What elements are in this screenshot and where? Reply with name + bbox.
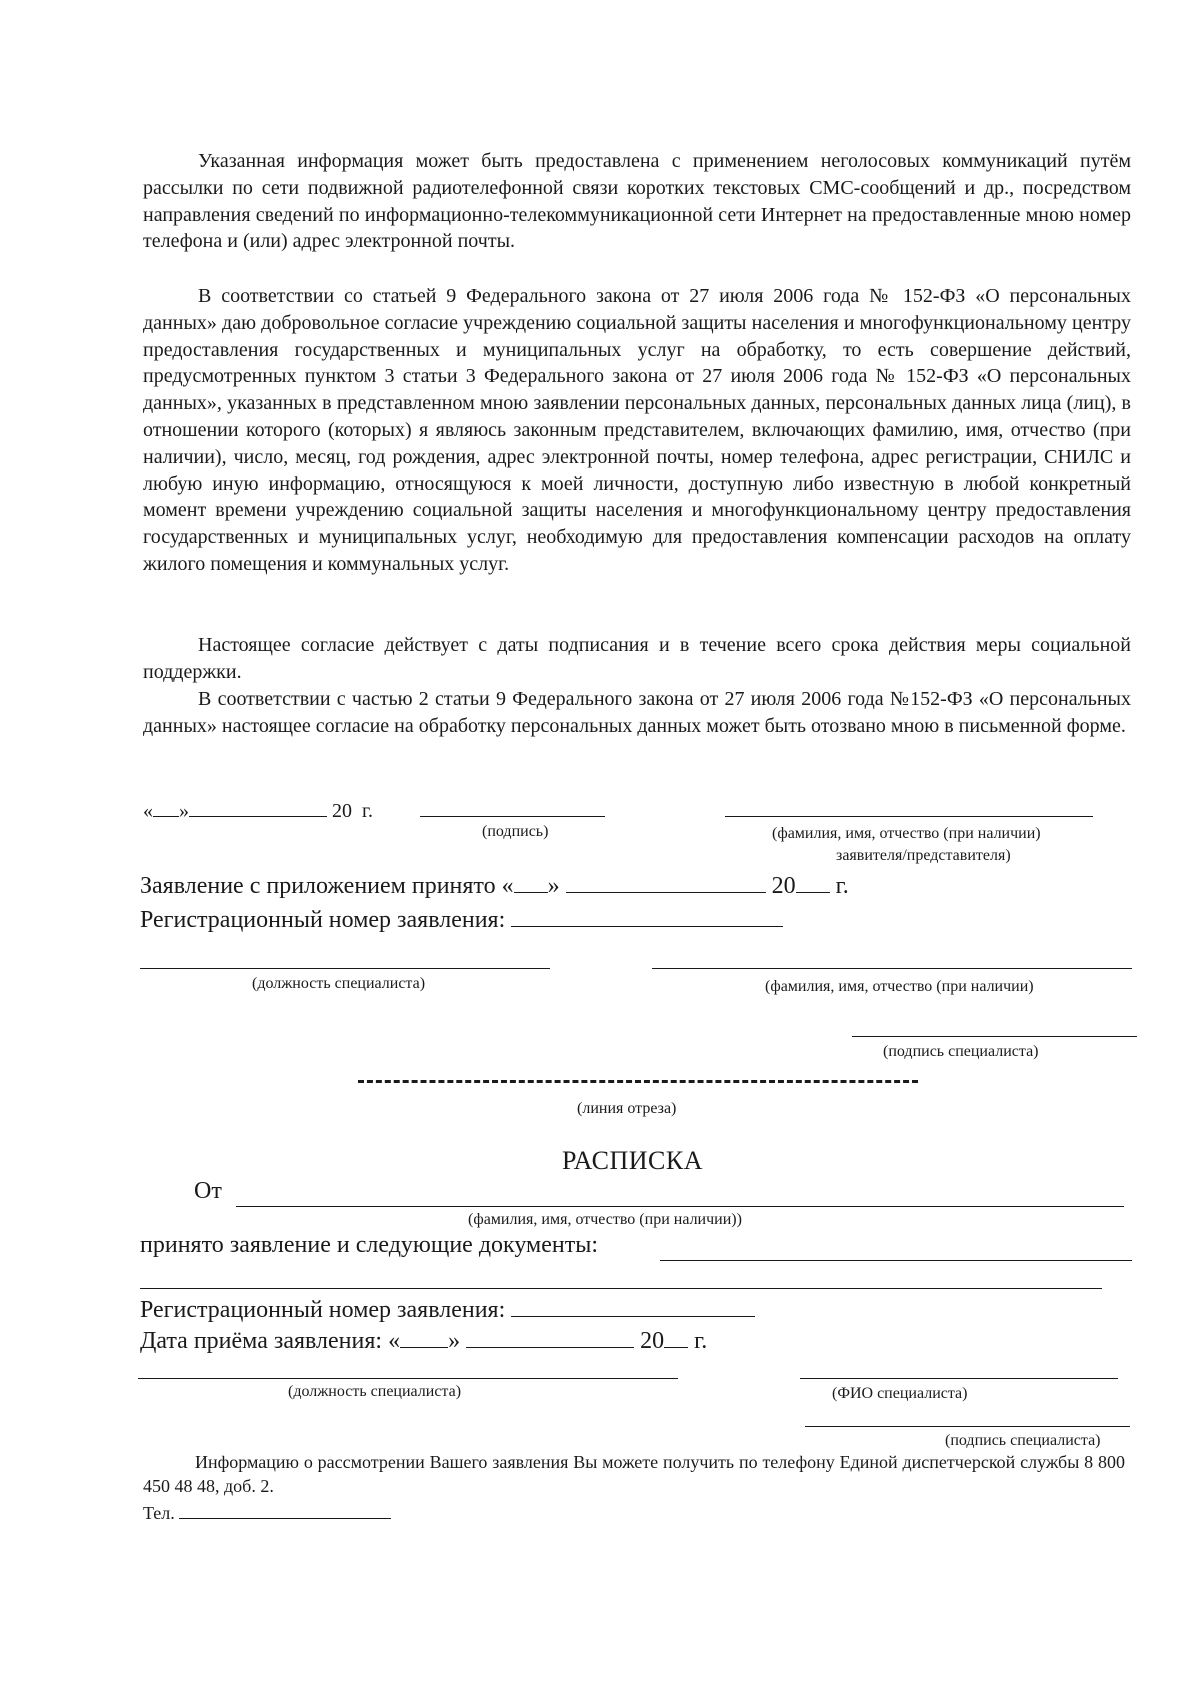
receipt-from-line[interactable] [236,1206,1124,1207]
receipt-day-blank[interactable] [400,1323,448,1348]
accepted-line [140,868,849,900]
accepted-month-blank[interactable] [566,868,766,893]
acceptance-name-line[interactable] [652,968,1132,969]
receipt-date-line [140,1323,707,1355]
acceptance-position-line[interactable] [140,968,550,969]
receipt-year-suffix: г. [694,1328,708,1354]
cut-line-caption: (линия отреза) [577,1100,677,1117]
day-blank[interactable] [153,796,179,817]
caption-acceptance-position: (должность специалиста) [252,975,426,992]
receipt-fio-line[interactable] [800,1378,1118,1379]
receipt-title: РАСПИСКА [562,1146,703,1175]
year-prefix: 20 [332,800,352,822]
receipt-year-prefix: 20 [640,1328,665,1354]
receipt-reg-number-line [140,1292,755,1324]
receipt-position-line[interactable] [138,1378,678,1379]
accepted-year-prefix: 20 [771,873,796,899]
acceptance-reg-number-line [140,902,783,934]
consent-paragraph-main: В соответствии со статьей 9 Федерального закона от 27 июля 2006 года № 152-ФЗ «О персональных данных» даю добровольное согласие учреждению социальной защиты населения и многофункциональному центру предоставления государственных и муниципальных услуг на обработку, то есть совершение действий, предусмотренных пунктом 3 статьи 3 Федерального закона от 27 июля 2006 года № 152-ФЗ «О персональных данных», указанных в представленном мною заявлении персональных данных, персональных данных лица (лиц), в отношении которого (которых) я являюсь законным представителем, включающих фамилию, имя, отчество (при наличии), число, месяц, год рождения, адрес электронной почты, номер телефона, адрес регистрации, СНИЛС и любую иную информацию, относящуюся к моей личности, доступную либо известную в любой конкретный момент времени учреждению социальной защиты населения и многофункциональному центру предоставления государственных и муниципальных услуг, необходимую для предоставления компенсации расходов на оплату жилого помещения и коммунальных услуг. [143,285,1131,575]
caption-applicant-role: заявителя/представителя) [836,847,1011,864]
caption-receipt-signature: (подпись специалиста) [945,1432,1101,1449]
receipt-signature-line[interactable] [805,1426,1130,1427]
accepted-label: Заявление с приложением принято « [140,873,514,899]
applicant-signature-line[interactable] [420,816,605,817]
acceptance-reg-number-label: Регистрационный номер заявления: [140,907,506,933]
tel-line [143,1500,391,1524]
consent-paragraph-validity: Настоящее согласие действует с даты подписания и в течение всего срока действия меры социальной поддержки. [143,634,1131,683]
acceptance-signature-line[interactable] [852,1036,1137,1037]
accepted-year-suffix: г. [835,873,849,899]
year-suffix: г. [362,800,373,822]
receipt-reg-number-label: Регистрационный номер заявления: [140,1297,506,1323]
quote-close: » [179,800,189,822]
accepted-quote-close: » [547,873,560,899]
receipt-year-blank[interactable] [664,1323,688,1348]
accepted-day-blank[interactable] [514,868,548,893]
applicant-date-line[interactable] [143,796,373,823]
consent-paragraph-sms: Указанная информация может быть предоставлена с применением неголосовых коммуникаций путём рассылки по сети подвижной радиотелефонной связи коротких текстовых СМС-сообщений и др., посредством направления сведений по информационно-телекоммуникационной сети Интернет на предоставленные мною номер телефона и (или) адрес электронной почты. [143,150,1131,253]
caption-receipt-position: (должность специалиста) [288,1383,462,1400]
caption-applicant-name: (фамилия, имя, отчество (при наличии) [772,825,1041,842]
tel-blank[interactable] [179,1500,391,1519]
consent-paragraph-revocation: В соответствии с частью 2 статьи 9 Федерального закона от 27 июля 2006 года №152-ФЗ «О персональных данных» настоящее согласие на обработку персональных данных может быть отозвано мною в письменной форме. [143,688,1131,737]
receipt-docs-line-2[interactable] [140,1288,1102,1289]
receipt-from-label: От [194,1178,222,1204]
caption-receipt-fio: (ФИО специалиста) [832,1385,968,1402]
caption-acceptance-name: (фамилия, имя, отчество (при наличии) [765,978,1034,995]
caption-signature: (подпись) [482,823,549,840]
acceptance-reg-number-blank[interactable] [511,902,783,927]
receipt-from-caption: (фамилия, имя, отчество (при наличии)) [468,1211,742,1228]
receipt-docs-label: принято заявление и следующие документы: [140,1232,599,1258]
caption-acceptance-signature: (подпись специалиста) [883,1043,1039,1060]
receipt-quote-close: » [448,1328,461,1354]
tel-label: Тел. [143,1503,175,1523]
receipt-docs-line-1[interactable] [660,1260,1132,1261]
receipt-date-label: Дата приёма заявления: « [140,1328,401,1354]
receipt-month-blank[interactable] [466,1323,634,1348]
month-blank[interactable] [189,796,327,817]
quote-open: « [143,800,153,822]
cut-line [358,1080,918,1083]
footer-info-text: Информацию о рассмотрении Вашего заявления Вы можете получить по телефону Единой диспетчерской службы 8 800 450 48 48, доб. 2. [143,1452,1125,1496]
accepted-year-blank[interactable] [796,868,830,893]
receipt-reg-number-blank[interactable] [511,1292,755,1317]
applicant-name-line[interactable] [725,816,1093,817]
